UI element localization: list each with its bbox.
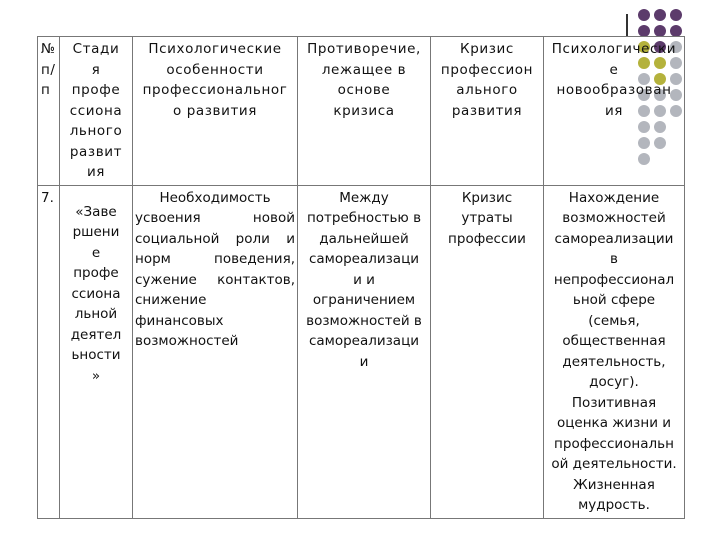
text-line: деятел xyxy=(70,326,122,343)
row-neoformations xyxy=(544,185,685,518)
features-first-line: Необходимость xyxy=(159,189,271,206)
text-line: основе xyxy=(337,82,391,98)
text-line: ссиона xyxy=(69,102,123,119)
text-line: ршени xyxy=(72,224,120,240)
text-line: о развития xyxy=(172,102,258,119)
text-line: п/ xyxy=(41,61,56,78)
text-line: профе xyxy=(71,82,121,98)
row-number: 7. xyxy=(38,185,60,518)
text-line: мудрость. xyxy=(578,497,650,513)
text-line: Жизненная xyxy=(573,476,655,493)
text-line: » xyxy=(91,367,101,384)
text-line: Кризис xyxy=(461,189,513,206)
text-line: № xyxy=(41,41,56,57)
text-line: развития xyxy=(451,102,523,119)
text-line: деятельность, xyxy=(562,353,666,370)
text-line: утраты xyxy=(461,210,513,226)
text-line: дальнейшей xyxy=(319,230,409,247)
text-line: общественная xyxy=(562,333,666,349)
header-number xyxy=(38,37,60,186)
header-crisis xyxy=(431,37,544,186)
text-line: ьности xyxy=(71,347,121,363)
text-line: и xyxy=(359,353,369,370)
text-line: профессиональног xyxy=(142,82,288,98)
table-header-row xyxy=(38,37,685,186)
text-line: развит xyxy=(69,143,123,160)
text-line: профессии xyxy=(448,230,526,247)
text-line: Стади xyxy=(72,41,120,57)
text-line: п xyxy=(41,82,51,98)
text-line: ограничением xyxy=(312,292,416,308)
row-psych-features xyxy=(133,185,298,518)
text-line: возможностей xyxy=(562,210,666,226)
text-line: самореализаци xyxy=(308,333,420,349)
header-stage xyxy=(60,37,133,186)
text-line: профессиональн xyxy=(554,435,674,452)
text-line: кризиса xyxy=(333,102,395,119)
text-line: самореализаци xyxy=(308,251,420,267)
text-line: Психологические xyxy=(148,41,282,57)
header-psych-features xyxy=(133,37,298,186)
header-neoformations xyxy=(544,37,685,186)
row-contradiction xyxy=(298,185,431,518)
text-line: ия xyxy=(604,102,624,119)
text-line: досуг). xyxy=(589,374,639,390)
text-line: е xyxy=(91,244,101,261)
row-crisis xyxy=(431,185,544,518)
text-line: Позитивная xyxy=(571,394,657,411)
text-line: самореализации xyxy=(554,230,674,247)
text-line: е xyxy=(609,61,619,78)
text-line: льной xyxy=(74,306,118,322)
text-line: Между xyxy=(339,189,389,206)
text-line: в xyxy=(610,251,618,267)
decorative-dot xyxy=(654,9,666,21)
text-line: ия xyxy=(86,164,106,180)
text-line: новообразован xyxy=(556,82,672,98)
header-contradiction xyxy=(298,37,431,186)
text-line: (семья, xyxy=(588,312,640,329)
text-line: ой деятельности. xyxy=(551,456,677,472)
text-line: возможностей в xyxy=(306,312,422,329)
text-line: ссиона xyxy=(71,285,121,302)
career-stage-table xyxy=(37,36,685,519)
features-body-text: усвоения новой социальной роли и норм поведения, сужение контактов, снижение финансовых возможностей xyxy=(135,210,295,349)
text-line: ального xyxy=(456,82,518,98)
text-line: Нахождение xyxy=(568,189,660,206)
decorative-dot xyxy=(670,9,682,21)
text-line: и и xyxy=(353,271,375,288)
text-line: профе xyxy=(73,265,119,281)
text-line: я xyxy=(91,61,101,78)
decorative-dot xyxy=(638,9,650,21)
text-line: ьной сфере xyxy=(572,292,656,308)
text-line: лежащее в xyxy=(321,61,407,78)
text-line: непрофессионал xyxy=(553,271,675,288)
text-line: Кризис xyxy=(460,41,514,57)
table-row xyxy=(38,185,685,518)
text-line: потребностью в xyxy=(306,210,422,226)
row-stage-text xyxy=(62,202,130,387)
text-line: оценка жизни и xyxy=(556,415,672,431)
text-line: «Заве xyxy=(75,203,117,220)
text-line: льного xyxy=(69,123,123,139)
decorative-vertical-line xyxy=(626,14,628,36)
text-line: профессион xyxy=(440,61,534,78)
row-stage xyxy=(60,185,133,518)
text-line: Противоречие, xyxy=(307,41,421,57)
text-line: особенности xyxy=(166,61,264,78)
text-line: Психологически xyxy=(551,41,677,57)
